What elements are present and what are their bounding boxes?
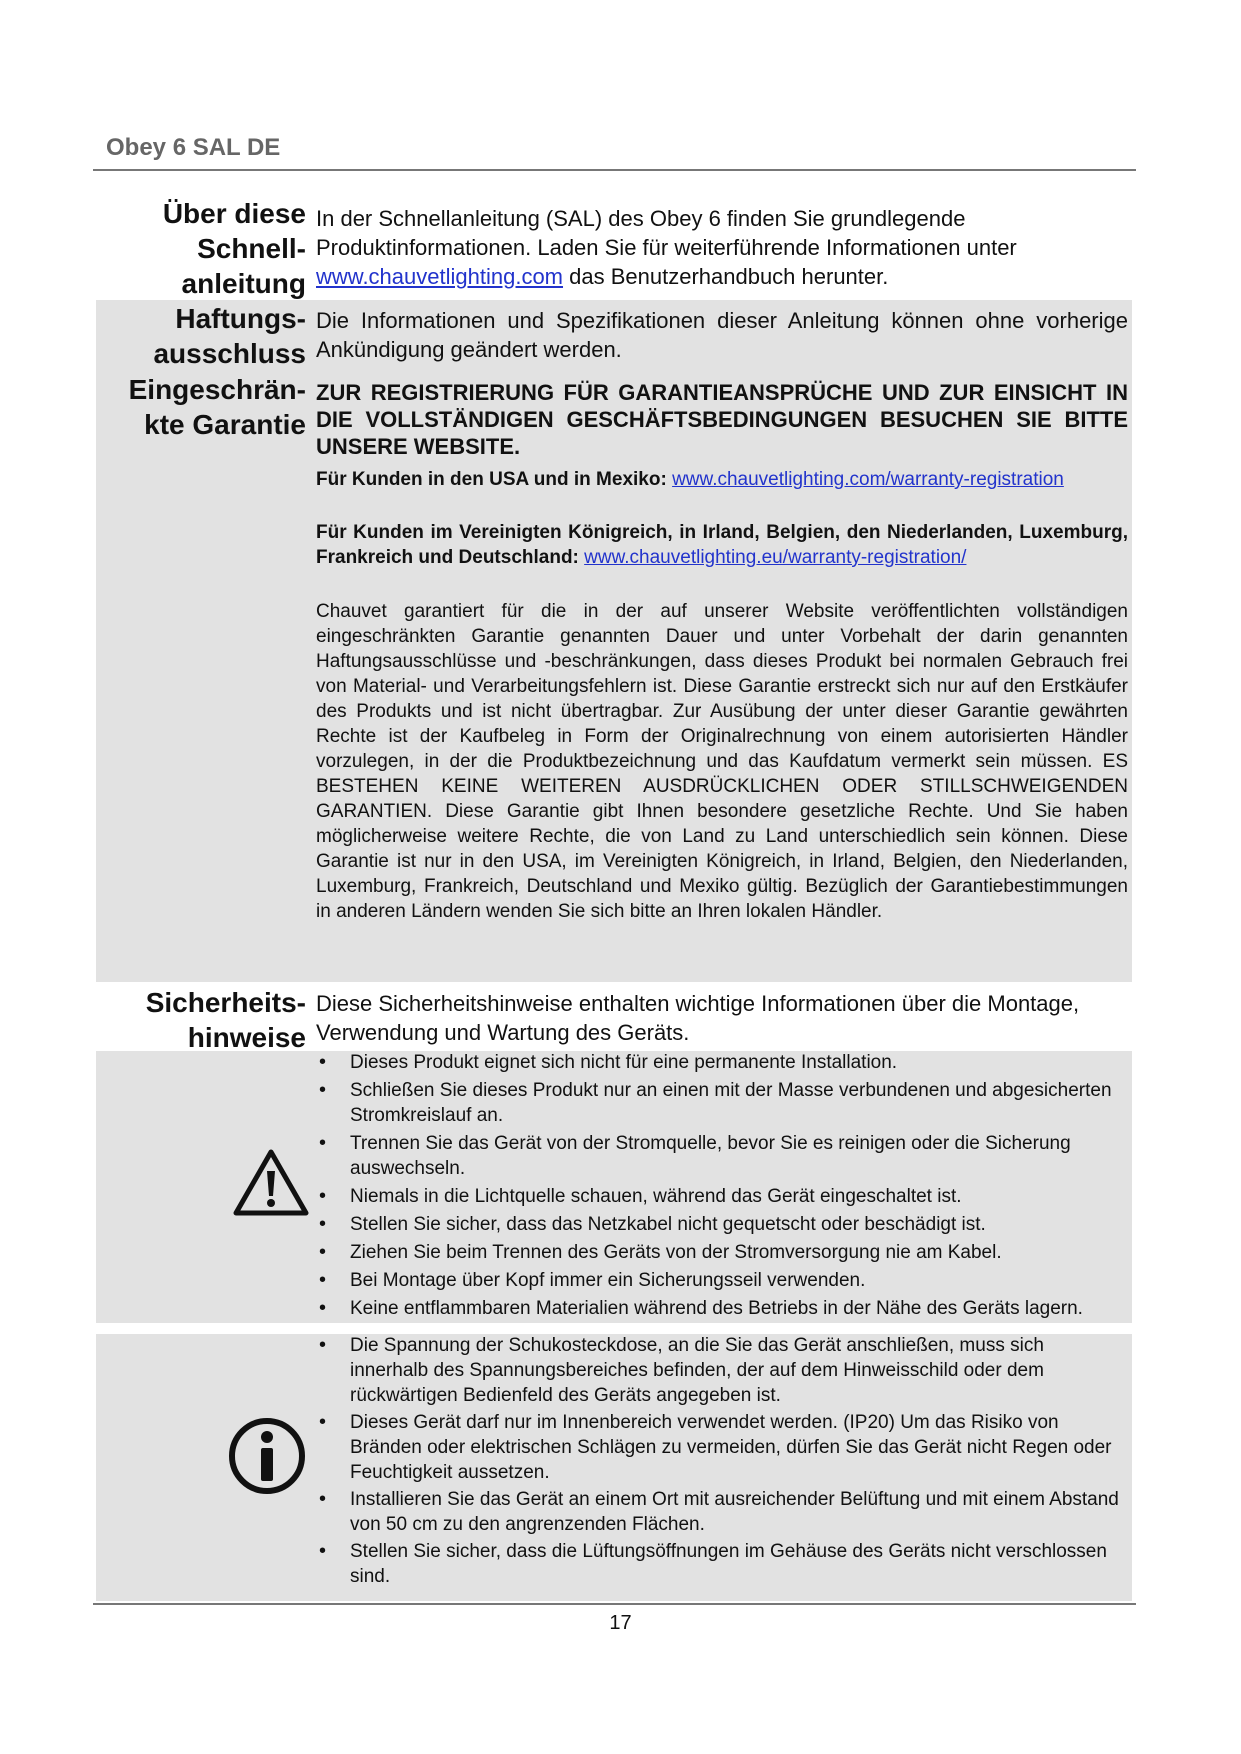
- warning-list-item: • Niemals in die Lichtquelle schauen, während das Gerät eingeschaltet ist.: [316, 1184, 1126, 1209]
- warranty-body: Chauvet garantiert für die in der auf unserer Website veröffentlichten vollständigen eingeschränkten Garantie genannten Dauer und unter Vorbehalt der darin genannten Haftungsausschlüsse und -beschränkungen, dass dieses Produkt bei normalen Gebrauch frei von Material- und Verarbeitungsfehlern ist. Diese Garantie erstreckt sich nur auf den Erstkäufer des Produkts und ist nicht übertragbar. Zur Ausübung der unter dieser Garantie gewährten Rechte ist der Kaufbeleg in Form der Originalrechnung von einem autorisierten Händler vorzulegen, in der die Produktbezeichnung und das Kaufdatum vermerkt sein müssen. ES BESTEHEN KEINE WEITEREN AUSDRÜCKLICHEN ODER STILLSCHWEIGENDEN GARANTIEN. Diese Garantie gibt Ihnen besondere gesetzliche Rechte. Und Sie haben möglicherweise weitere Rechte, die von Land zu Land unterschiedlich sein können. Diese Garantie ist nur in den USA, im Vereinigten Königreich, in Irland, Belgien, den Niederlanden, Luxemburg, Frankreich, Deutschland und Mexiko gültig. Bezüglich der Garantiebestimmungen in anderen Ländern wenden Sie sich bitte an Ihren lokalen Händler.: [316, 601, 1128, 922]
- about-paragraph: [316, 204, 1128, 291]
- warranty-eu-line: [316, 520, 1128, 570]
- warning-list-item: • Bei Montage über Kopf immer ein Sicherungsseil verwenden.: [316, 1268, 1126, 1293]
- warranty-us-line: [316, 467, 1128, 492]
- info-list-item: • Die Spannung der Schukosteckdose, an die Sie das Gerät anschließen, muss sich innerhalb des Spannungsbereiches befinden, der auf dem Hinweisschild oder dem rückwärtigen Bedienfeld des Geräts angegeben ist.: [316, 1333, 1126, 1408]
- document-header-title: Obey 6 SAL DE: [106, 134, 281, 161]
- warranty-us-label: Für Kunden in den USA und in Mexiko:: [316, 469, 673, 490]
- warranty-eu-label: Für Kunden im Vereinigten Königreich, in Irland, Belgien, den Niederlanden, Luxemburg, Frankreich und Deutschland:: [316, 522, 1128, 568]
- section-label-disclaimer: Haftungs-ausschluss: [153, 303, 306, 369]
- warning-list-item: • Trennen Sie das Gerät von der Stromquelle, bevor Sie es reinigen oder die Sicherung auswechseln.: [316, 1131, 1126, 1181]
- disclaimer-paragraph: Die Informationen und Spezifikationen dieser Anleitung können ohne vorherige Ankündigung geändert werden.: [316, 308, 1128, 362]
- info-list-item: • Dieses Gerät darf nur im Innenbereich verwendet werden. (IP20) Um das Risiko von Bränden oder elektrischen Schlägen zu vermeiden, dürfen Sie das Gerät nicht Regen oder Feuchtigkeit aussetzen.: [316, 1410, 1126, 1485]
- warranty-eu-link[interactable]: www.chauvetlighting.eu/warranty-registration/: [584, 547, 967, 568]
- header-divider: [93, 169, 1136, 171]
- info-circle-icon: [227, 1416, 307, 1496]
- section-label-about: Über diese Schnell-anleitung: [162, 198, 306, 299]
- chauvet-website-link[interactable]: www.chauvetlighting.com: [316, 264, 564, 289]
- about-text-after: das Benutzerhandbuch herunter.: [563, 264, 889, 289]
- safety-intro: Diese Sicherheitshinweise enthalten wichtige Informationen über die Montage, Verwendung und Wartung des Geräts.: [316, 991, 1080, 1045]
- warranty-us-link[interactable]: www.chauvetlighting.com/warranty-registration: [672, 469, 1064, 490]
- info-list-item: • Installieren Sie das Gerät an einem Ort mit ausreichender Belüftung und mit einem Abstand von 50 cm zu den angrenzenden Flächen.: [316, 1487, 1126, 1537]
- info-list: [316, 1333, 1126, 1591]
- footer-divider: [93, 1603, 1136, 1605]
- warning-list-item: • Keine entflammbaren Materialien während des Betriebs in der Nähe des Geräts lagern.: [316, 1296, 1126, 1321]
- warranty-heading: ZUR REGISTRIERUNG FÜR GARANTIEANSPRÜCHE UND ZUR EINSICHT IN DIE VOLLSTÄNDIGEN GESCHÄFTSBEDINGUNGEN BESUCHEN SIE BITTE UNSERE WEBSITE.: [316, 380, 1128, 459]
- warning-list: [316, 1050, 1126, 1325]
- page-number: 17: [609, 1612, 632, 1634]
- section-label-safety: Sicherheits-hinweise: [145, 987, 306, 1053]
- about-text-before: In der Schnellanleitung (SAL) des Obey 6 finden Sie grundlegende Produktinformationen. Laden Sie für weiterführende Informationen unter: [316, 206, 1017, 260]
- warning-list-item: • Schließen Sie dieses Produkt nur an einen mit der Masse verbundenen und abgesicherten Stromkreislauf an.: [316, 1078, 1126, 1128]
- section-label-warranty: Eingeschrän-kte Garantie: [128, 374, 306, 440]
- info-list-item: • Stellen Sie sicher, dass die Lüftungsöffnungen im Gehäuse des Geräts nicht verschlossen sind.: [316, 1539, 1126, 1589]
- warning-list-item: • Dieses Produkt eignet sich nicht für eine permanente Installation.: [316, 1050, 1126, 1075]
- warning-triangle-icon: [232, 1147, 310, 1217]
- warning-list-item: • Ziehen Sie beim Trennen des Geräts von der Stromversorgung nie am Kabel.: [316, 1240, 1126, 1265]
- warning-list-item: • Stellen Sie sicher, dass das Netzkabel nicht gequetscht oder beschädigt ist.: [316, 1212, 1126, 1237]
